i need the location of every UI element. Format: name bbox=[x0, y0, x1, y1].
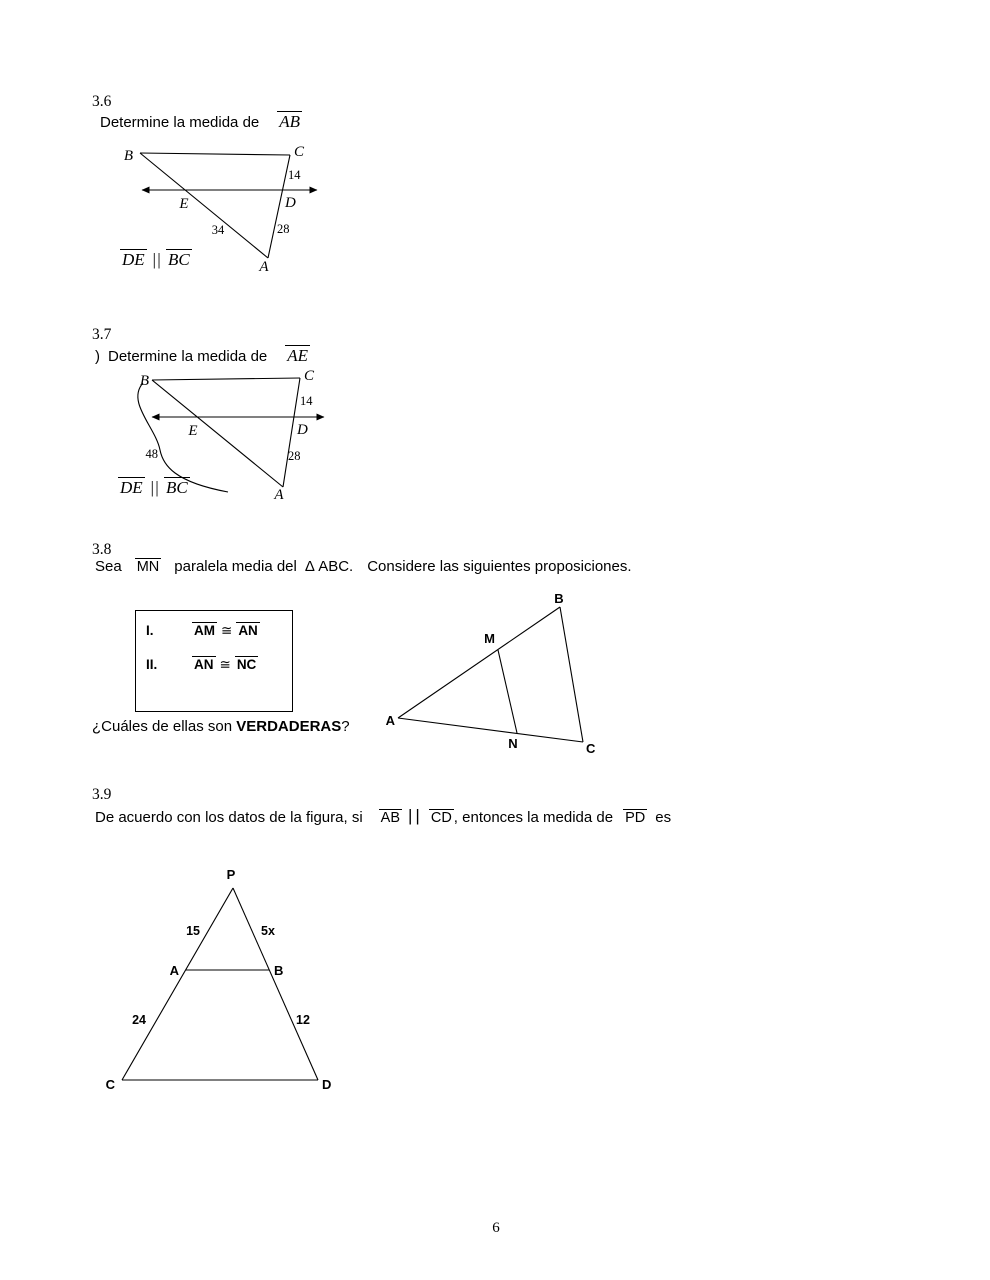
problem-3-8-number: 3.8 bbox=[92, 541, 112, 558]
problem-3-6-number: 3.6 bbox=[92, 93, 112, 110]
problem-3-9-statement bbox=[95, 806, 671, 828]
point-label-b: B bbox=[139, 373, 149, 389]
length-brace-curve bbox=[138, 383, 228, 492]
point-label-n: N bbox=[508, 736, 518, 751]
question-pre: ¿Cuáles de ellas son bbox=[92, 718, 233, 735]
point-label-a: A bbox=[385, 713, 395, 728]
measure-cd: 14 bbox=[300, 394, 313, 408]
point-label-a: A bbox=[169, 963, 179, 978]
statement-post: Considere las siguientes proposiciones. bbox=[367, 558, 632, 575]
parallel-condition-3-7 bbox=[118, 477, 190, 498]
target-segment-ae: AE bbox=[287, 346, 309, 365]
measure-da: 28 bbox=[288, 449, 301, 463]
congruent-symbol: ≅ bbox=[221, 623, 233, 638]
measure-ea: 34 bbox=[211, 223, 225, 237]
side-pd-line bbox=[233, 888, 318, 1080]
side-bc-line bbox=[152, 378, 300, 380]
point-label-c: C bbox=[294, 144, 305, 160]
prompt-text: Determine la medida de bbox=[100, 114, 260, 131]
point-label-a: A bbox=[259, 259, 269, 274]
measure-da: 28 bbox=[277, 222, 290, 236]
segment-ab: AB bbox=[380, 810, 400, 826]
question-mark: ? bbox=[341, 718, 350, 735]
point-label-b: B bbox=[554, 592, 564, 606]
measure-pa: 15 bbox=[186, 924, 200, 938]
propositions-box bbox=[135, 610, 293, 712]
segment-an: AN bbox=[238, 623, 258, 638]
point-label-b: B bbox=[274, 963, 284, 978]
proposition-1-expression bbox=[192, 622, 260, 639]
figure-3-9 bbox=[100, 865, 350, 1105]
problem-3-8-question bbox=[92, 718, 350, 737]
problem-3-7-number: 3.7 bbox=[92, 326, 112, 343]
side-ca-line bbox=[398, 718, 583, 742]
segment-pd: PD bbox=[625, 810, 646, 826]
paren-mark: ) bbox=[95, 348, 100, 365]
segment-de: DE bbox=[120, 478, 143, 497]
problem-3-9-number: 3.9 bbox=[92, 786, 112, 803]
measure-ac: 24 bbox=[132, 1013, 146, 1027]
question-emphasis: VERDADERAS bbox=[236, 718, 342, 735]
proposition-2-label: II. bbox=[146, 657, 158, 672]
statement-post: es bbox=[655, 809, 672, 826]
statement-pre: Sea bbox=[95, 558, 122, 575]
figure-3-9-lines bbox=[122, 888, 318, 1080]
proposition-1 bbox=[146, 622, 284, 639]
prompt-text: Determine la medida de bbox=[108, 348, 268, 365]
point-label-c: C bbox=[304, 370, 315, 384]
midsegment-mn-line bbox=[498, 650, 517, 733]
figure-3-8 bbox=[385, 592, 610, 760]
congruent-symbol: ≅ bbox=[219, 657, 231, 672]
side-ab-line bbox=[398, 607, 560, 718]
parallel-symbol: || bbox=[149, 478, 160, 497]
point-label-a: A bbox=[274, 487, 284, 502]
segment-am: AM bbox=[194, 623, 215, 638]
proposition-2 bbox=[146, 656, 284, 673]
point-label-e: E bbox=[188, 423, 198, 439]
triangle-abc: Δ ABC. bbox=[304, 558, 354, 575]
problem-3-7-prompt bbox=[95, 345, 310, 367]
side-bc-line bbox=[140, 153, 290, 155]
point-label-d: D bbox=[322, 1077, 332, 1092]
segment-de: DE bbox=[122, 250, 145, 269]
measure-bd: 12 bbox=[296, 1013, 310, 1027]
page-number: 6 bbox=[492, 1220, 500, 1236]
measure-ab: 48 bbox=[145, 447, 158, 461]
side-pc-line bbox=[122, 888, 233, 1080]
segment-an: AN bbox=[194, 657, 214, 672]
segment-mn: MN bbox=[136, 559, 160, 575]
measure-pb: 5x bbox=[261, 924, 275, 938]
point-label-d: D bbox=[285, 195, 296, 211]
statement-pre: De acuerdo con los datos de la figura, si bbox=[95, 809, 363, 826]
side-bc-line bbox=[560, 607, 583, 742]
segment-bc: BC bbox=[168, 250, 190, 269]
proposition-1-label: I. bbox=[146, 623, 154, 638]
target-segment-ab: AB bbox=[279, 112, 301, 131]
parallel-symbol: || bbox=[151, 250, 162, 269]
segment-nc: NC bbox=[236, 657, 257, 672]
point-label-c: C bbox=[586, 741, 596, 756]
statement-mid: paralela media del bbox=[174, 558, 297, 575]
point-label-e: E bbox=[179, 196, 189, 212]
measure-cd: 14 bbox=[288, 168, 301, 182]
point-label-d: D bbox=[297, 422, 308, 438]
problem-3-6-prompt bbox=[100, 111, 302, 133]
point-label-c: C bbox=[105, 1077, 115, 1092]
parallel-condition-3-6 bbox=[120, 249, 192, 270]
proposition-2-expression bbox=[192, 656, 258, 673]
parallel-symbol: || bbox=[408, 806, 423, 825]
statement-mid: , entonces la medida de bbox=[453, 809, 614, 826]
side-ba-line bbox=[140, 153, 268, 258]
problem-3-8-statement bbox=[95, 558, 632, 577]
point-label-p: P bbox=[226, 867, 236, 882]
segment-cd: CD bbox=[430, 810, 452, 826]
figure-3-8-lines bbox=[398, 607, 583, 742]
point-label-m: M bbox=[484, 631, 495, 646]
point-label-b: B bbox=[123, 148, 133, 164]
segment-bc: BC bbox=[166, 478, 188, 497]
